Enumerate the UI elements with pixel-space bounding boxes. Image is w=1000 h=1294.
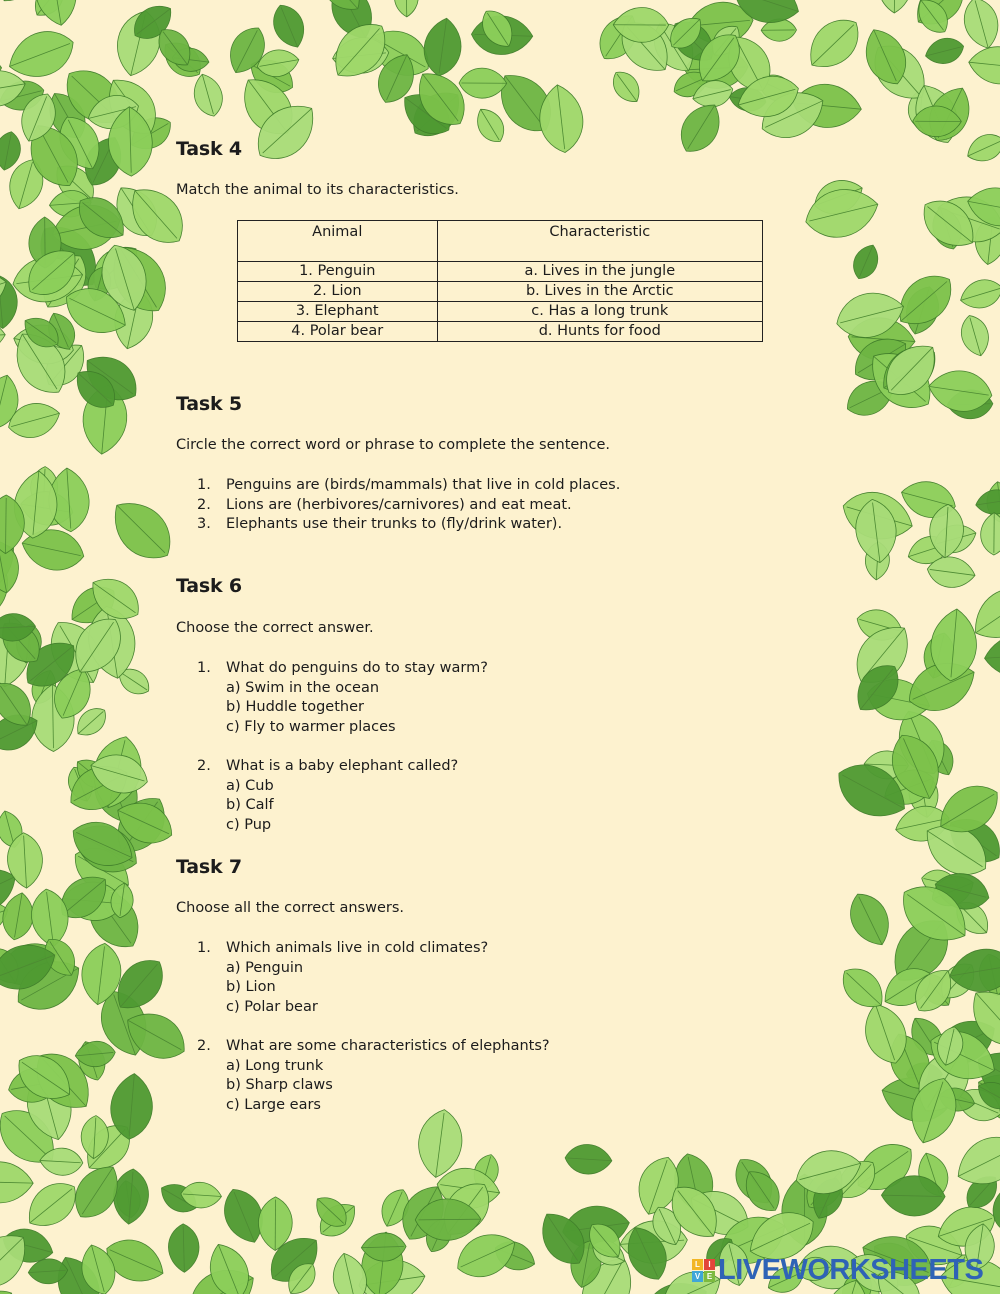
item-text[interactable]: Penguins are (birds/mammals) that live in cold places. xyxy=(226,477,621,493)
answer-option[interactable]: b) Lion xyxy=(226,979,276,996)
table-cell-animal: 4. Polar bear xyxy=(238,322,438,342)
item-number: 3. xyxy=(197,516,211,533)
leaf-icon xyxy=(101,489,183,571)
leaf-icon xyxy=(168,1223,200,1272)
leaf-icon xyxy=(267,0,311,53)
list-item xyxy=(176,757,458,835)
table-cell-characteristic: d. Hunts for food xyxy=(437,322,762,342)
logo-mark-icon: L I V E xyxy=(692,1259,715,1282)
answer-option[interactable]: b) Huddle together xyxy=(226,699,364,716)
leaf-icon xyxy=(980,513,1000,556)
task4-instruction: Match the animal to its characteristics. xyxy=(176,182,459,198)
answer-option[interactable]: b) Calf xyxy=(226,797,274,814)
answer-option[interactable]: a) Cub xyxy=(226,777,274,794)
item-number: 2. xyxy=(197,496,211,513)
logo-text: LIVEWORKSHEETS xyxy=(718,1253,984,1286)
table-cell-animal: 1. Penguin xyxy=(238,262,438,282)
leaf-icon xyxy=(470,103,510,147)
task6-title: Task 6 xyxy=(176,575,242,597)
task4-title: Task 4 xyxy=(176,138,242,160)
task5-list xyxy=(176,476,620,535)
table-row xyxy=(238,302,763,322)
leaf-icon xyxy=(189,71,227,120)
item-number: 1. xyxy=(197,660,211,676)
leaf-icon xyxy=(111,1168,150,1226)
leaf-icon xyxy=(0,1161,34,1204)
leaf-icon xyxy=(842,886,898,952)
matching-table xyxy=(237,220,763,342)
table-cell-characteristic: c. Has a long trunk xyxy=(437,302,762,322)
table-cell-animal: 2. Lion xyxy=(238,282,438,302)
answer-option[interactable]: c) Pup xyxy=(226,816,272,833)
answer-option[interactable]: c) Polar bear xyxy=(226,998,318,1015)
item-text[interactable]: Elephants use their trunks to (fly/drink water). xyxy=(226,516,563,533)
table-cell-characteristic: a. Lives in the jungle xyxy=(437,262,762,282)
leaf-icon xyxy=(799,9,870,79)
liveworksheets-logo[interactable] xyxy=(692,1252,992,1288)
table-cell-characteristic: b. Lives in the Arctic xyxy=(437,282,762,302)
task5-instruction: Circle the correct word or phrase to complete the sentence. xyxy=(176,437,611,453)
answer-option[interactable]: c) Large ears xyxy=(226,1096,321,1113)
answer-option[interactable]: a) Long trunk xyxy=(226,1057,324,1074)
table-row xyxy=(238,262,763,282)
leaf-icon xyxy=(607,66,646,108)
answer-option[interactable]: c) Fly to warmer places xyxy=(226,718,396,735)
leaf-icon xyxy=(459,68,507,98)
question-text: What do penguins do to stay warm? xyxy=(226,660,488,676)
task7-instruction: Choose all the correct answers. xyxy=(176,900,405,916)
leaf-icon xyxy=(963,128,1000,167)
item-number: 2. xyxy=(197,1038,211,1054)
answer-option[interactable]: a) Swim in the ocean xyxy=(226,679,380,696)
table-header-animal: Animal xyxy=(238,221,438,262)
leaf-icon xyxy=(800,182,883,245)
task7-question-1 xyxy=(176,939,488,1017)
task5-title: Task 5 xyxy=(176,393,242,415)
leaf-icon xyxy=(848,241,883,283)
leaf-icon xyxy=(878,0,912,13)
leaf-icon xyxy=(957,275,1000,314)
task7-question-2 xyxy=(176,1037,550,1115)
item-number: 1. xyxy=(197,940,211,956)
list-item xyxy=(176,496,620,516)
leaf-icon xyxy=(967,44,1000,87)
question-text: What is a baby elephant called? xyxy=(226,758,459,774)
list-item xyxy=(176,1037,550,1115)
leaf-icon xyxy=(394,0,419,17)
list-item xyxy=(176,939,488,1017)
answer-option[interactable]: b) Sharp claws xyxy=(226,1077,333,1094)
task6-question-2 xyxy=(176,757,458,835)
leaf-icon xyxy=(564,1143,613,1175)
list-item xyxy=(176,515,620,535)
leaf-icon xyxy=(974,487,1000,517)
list-item xyxy=(176,476,620,496)
item-text[interactable]: Lions are (herbivores/carnivores) and eat meat. xyxy=(226,496,572,513)
leaf-icon xyxy=(672,96,730,160)
table-row xyxy=(238,282,763,302)
item-number: 1. xyxy=(197,477,211,493)
task7-title: Task 7 xyxy=(176,856,242,878)
leaf-icon xyxy=(957,312,994,359)
leaf-icon xyxy=(983,632,1000,679)
question-text: What are some characteristics of elephants? xyxy=(226,1038,550,1054)
leaf-icon xyxy=(922,34,966,68)
question-text: Which animals live in cold climates? xyxy=(226,940,489,956)
task6-instruction: Choose the correct answer. xyxy=(176,620,374,636)
table-row xyxy=(238,322,763,342)
answer-option[interactable]: a) Penguin xyxy=(226,959,304,976)
leaf-icon xyxy=(959,0,1000,53)
table-header-characteristic: Characteristic xyxy=(437,221,762,262)
task6-question-1 xyxy=(176,659,488,737)
list-item xyxy=(176,659,488,737)
item-number: 2. xyxy=(197,758,211,774)
table-cell-animal: 3. Elephant xyxy=(238,302,438,322)
